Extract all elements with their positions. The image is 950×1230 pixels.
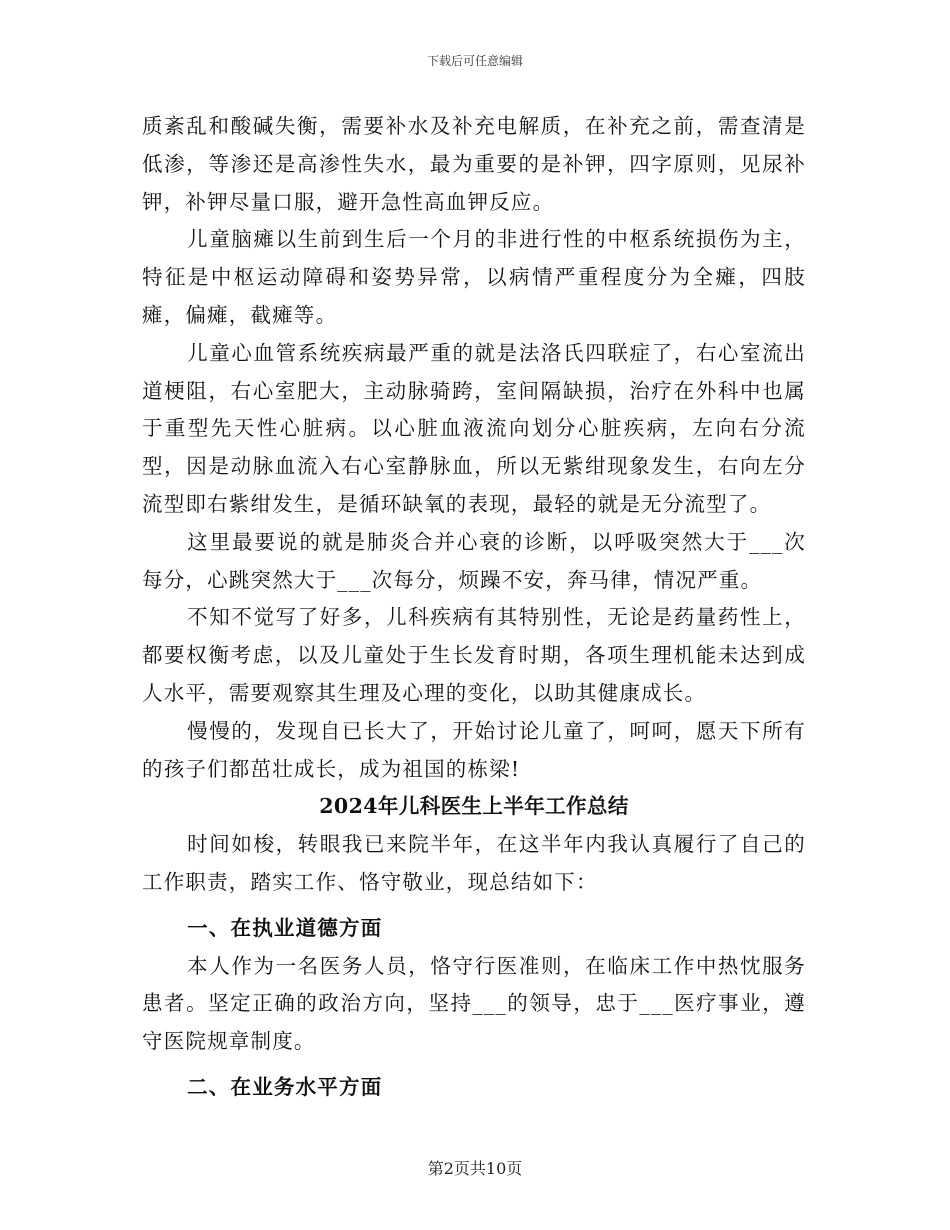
paragraph-electrolyte: 质紊乱和酸碱失衡，需要补水及补充电解质，在补充之前，需查清是低渗，等渗还是高渗性失水，最为重要的是补钾，四字原则，见尿补钾，补钾尽量口服，避开急性高血钾反应。 xyxy=(142,114,806,214)
paragraph-pneumonia: 这里最要说的就是肺炎合并心衰的诊断，以呼吸突然大于___次每分，心跳突然大于___次每分，烦躁不安，奔马律，情况严重。 xyxy=(142,529,806,592)
paragraph-cerebral-palsy: 儿童脑瘫以生前到生后一个月的非进行性的中枢系统损伤为主，特征是中枢运动障碍和姿势异常，以病情严重程度分为全瘫，四肢瘫，偏瘫，截瘫等。 xyxy=(142,227,806,327)
page-header-note: 下载后可任意编辑 xyxy=(426,54,523,68)
page-number: 第2页共10页 xyxy=(427,1159,523,1178)
paragraph-ethics: 本人作为一名医务人员，恪守行医准则，在临床工作中热忱服务患者。坚定正确的政治方向，坚持___的领导，忠于___医疗事业，遵守医院规章制度。 xyxy=(142,953,806,1054)
paragraph-closing: 慢慢的，发现自已长大了，开始讨论儿童了，呵呵，愿天下所有的孩子们都茁壮成长，成为祖国的栋梁! xyxy=(142,718,806,781)
document-body xyxy=(142,108,806,1107)
document-title: 2024年儿科医生上半年工作总结 xyxy=(319,794,629,819)
paragraph-cardiovascular: 儿童心血管系统疾病最严重的就是法洛氏四联症了，右心室流出道梗阻，右心室肥大，主动脉骑跨，室间隔缺损，治疗在外科中也属于重型先天性心脏病。以心脏血液流向划分心脏疾病，左向右分流型，因是动脉血流入右心室静脉血，所以无紫绀现象发生，右向左分流型即右紫绀发生，是循环缺氧的表现，最轻的就是无分流型了。 xyxy=(142,340,806,516)
paragraph-intro: 时间如梭，转眼我已来院半年，在这半年内我认真履行了自己的工作职责，踏实工作、恪守敬业，现总结如下： xyxy=(142,832,806,894)
section-heading-skills: 二、在业务水平方面 xyxy=(187,1074,383,1099)
section-heading-ethics: 一、在执业道德方面 xyxy=(187,915,383,940)
paragraph-pediatric-specialty: 不知不觉写了好多，儿科疾病有其特别性，无论是药量药性上，都要权衡考虑，以及儿童处于生长发育时期，各项生理机能未达到成人水平，需要观察其生理及心理的变化，以助其健康成长。 xyxy=(142,605,806,705)
